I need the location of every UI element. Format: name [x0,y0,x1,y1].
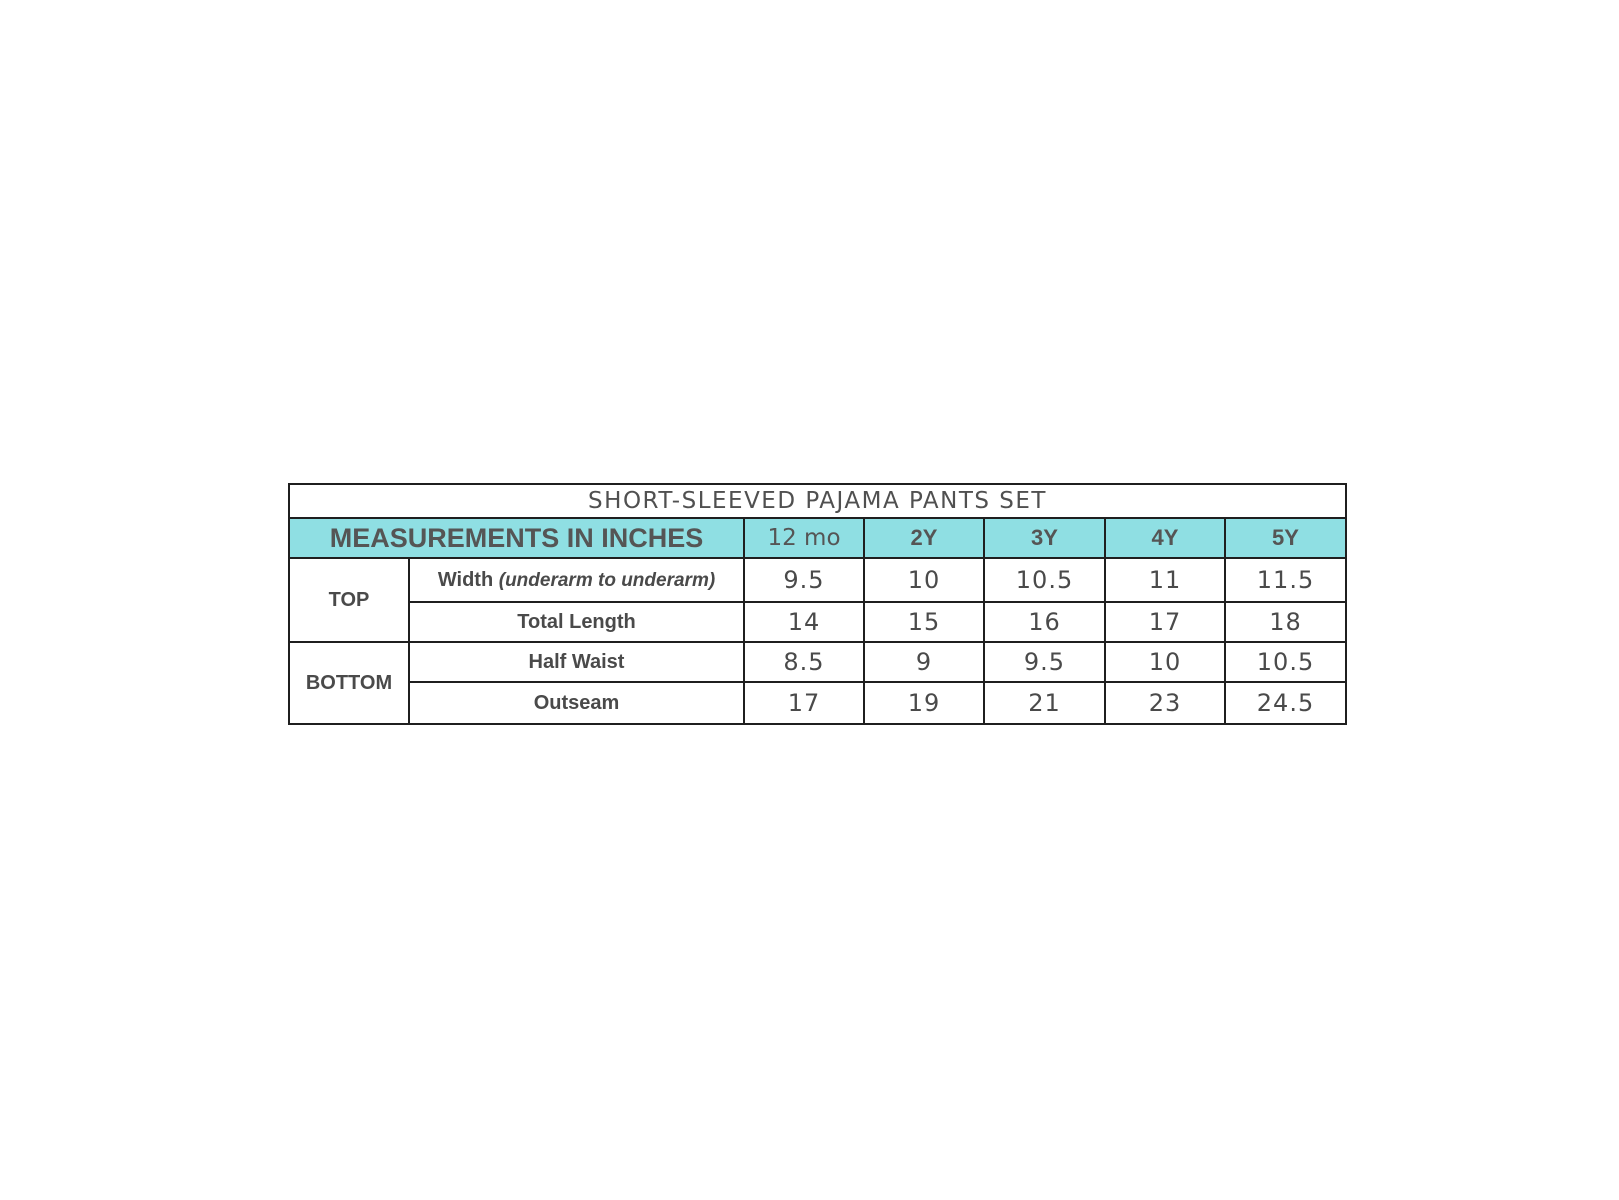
value-cell: 10.5 [984,558,1105,602]
value-cell: 21 [984,682,1105,724]
value-cell: 16 [984,602,1105,642]
size-header-2y: 2Y [864,518,984,558]
value-cell: 17 [744,682,864,724]
value-cell: 10 [1105,642,1225,682]
value-cell: 9.5 [984,642,1105,682]
value-cell: 10.5 [1225,642,1346,682]
group-top: TOP [289,558,409,642]
value-cell: 19 [864,682,984,724]
value-cell: 24.5 [1225,682,1346,724]
size-header-5y: 5Y [1225,518,1346,558]
measurements-header: MEASUREMENTS IN INCHES [289,518,744,558]
size-header-12mo: 12 mo [744,518,864,558]
value-cell: 18 [1225,602,1346,642]
value-cell: 23 [1105,682,1225,724]
value-cell: 9.5 [744,558,864,602]
value-cell: 17 [1105,602,1225,642]
value-cell: 8.5 [744,642,864,682]
value-cell: 10 [864,558,984,602]
row-label-half-waist: Half Waist [409,642,744,682]
table-row-outseam [289,682,1346,724]
table-row-width [289,558,1346,602]
row-label-width [409,558,744,602]
chart-title: SHORT-SLEEVED PAJAMA PANTS SET [289,484,1346,518]
header-row [289,518,1346,558]
size-chart-table [288,483,1347,725]
size-header-4y: 4Y [1105,518,1225,558]
group-bottom: BOTTOM [289,642,409,724]
value-cell: 9 [864,642,984,682]
row-label-width-note: (underarm to underarm) [498,569,716,591]
table-row-total-length [289,602,1346,642]
size-header-3y: 3Y [984,518,1105,558]
table-row-half-waist [289,642,1346,682]
row-label-outseam: Outseam [409,682,744,724]
row-label-total-length: Total Length [409,602,744,642]
value-cell: 11 [1105,558,1225,602]
value-cell: 14 [744,602,864,642]
row-label-width-text: Width [437,568,494,591]
value-cell: 15 [864,602,984,642]
value-cell: 11.5 [1225,558,1346,602]
